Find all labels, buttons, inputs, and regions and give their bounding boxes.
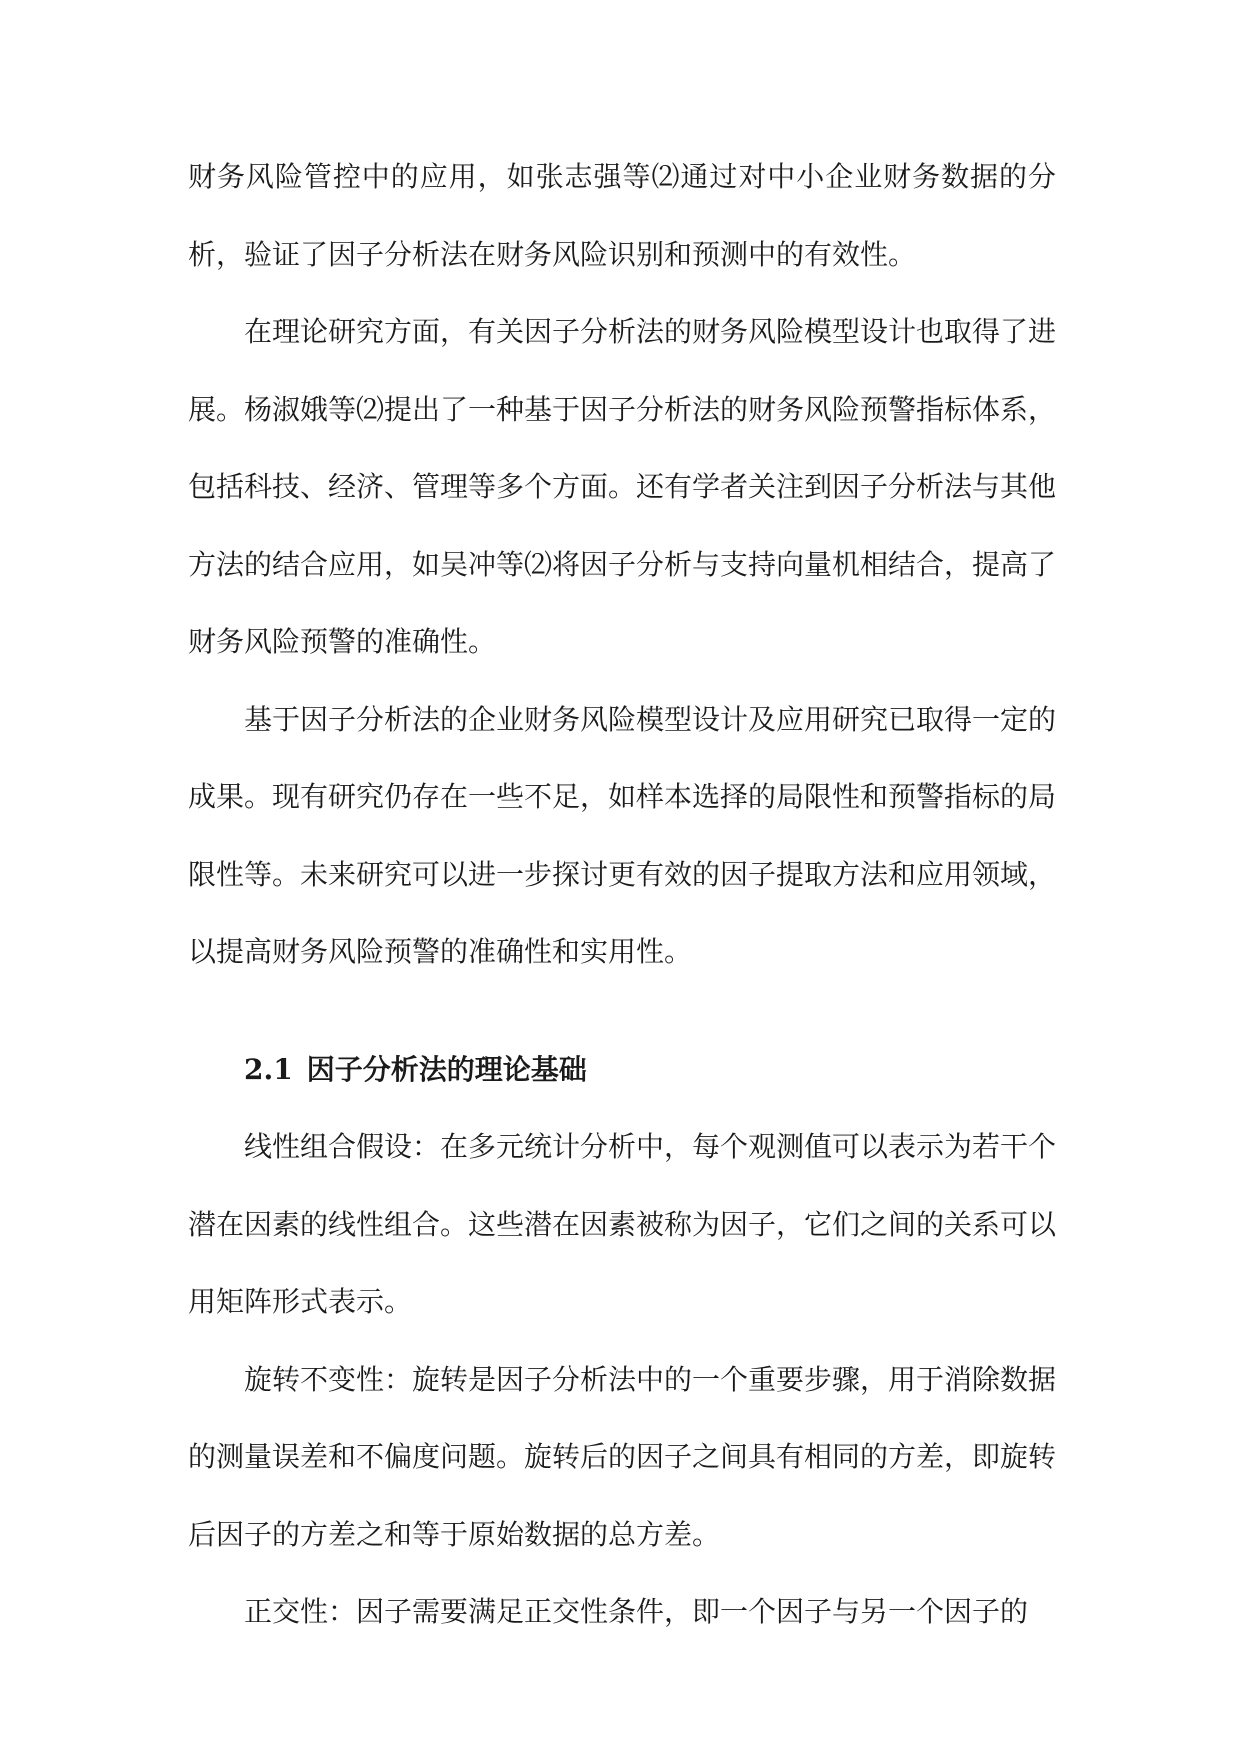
page-content [188, 138, 1056, 1651]
paragraph-1: 财务风险管控中的应用，如张志强等⑵通过对中小企业财务数据的分析，验证了因子分析法在财务风险识别和预测中的有效性。 [188, 160, 1056, 271]
section-heading [188, 1031, 1056, 1109]
paragraph-6: 正交性：因子需要满足正交性条件，即一个因子与另一个因子的 [244, 1595, 1029, 1628]
section-number: 2.1 [244, 1052, 293, 1086]
paragraph-5: 旋转不变性：旋转是因子分析法中的一个重要步骤，用于消除数据的测量误差和不偏度问题。旋转后的因子之间具有相同的方差，即旋转后因子的方差之和等于原始数据的总方差。 [188, 1362, 1057, 1551]
section-title: 因子分析法的理论基础 [306, 1052, 587, 1086]
paragraph-2: 在理论研究方面，有关因子分析法的财务风险模型设计也取得了进展。杨淑娥等⑵提出了一种基于因子分析法的财务风险预警指标体系，包括科技、经济、管理等多个方面。还有学者关注到因子分析法与其他方法的结合应用，如吴冲等⑵将因子分析与支持向量机相结合，提高了财务风险预警的准确性。 [188, 315, 1057, 658]
paragraph-3: 基于因子分析法的企业财务风险模型设计及应用研究已取得一定的成果。现有研究仍存在一些不足，如样本选择的局限性和预警指标的局限性等。未来研究可以进一步探讨更有效的因子提取方法和应用领域，以提高财务风险预警的准确性和实用性。 [188, 702, 1057, 968]
paragraph-4: 线性组合假设：在多元统计分析中，每个观测值可以表示为若干个潜在因素的线性组合。这些潜在因素被称为因子，它们之间的关系可以用矩阵形式表示。 [188, 1130, 1057, 1318]
